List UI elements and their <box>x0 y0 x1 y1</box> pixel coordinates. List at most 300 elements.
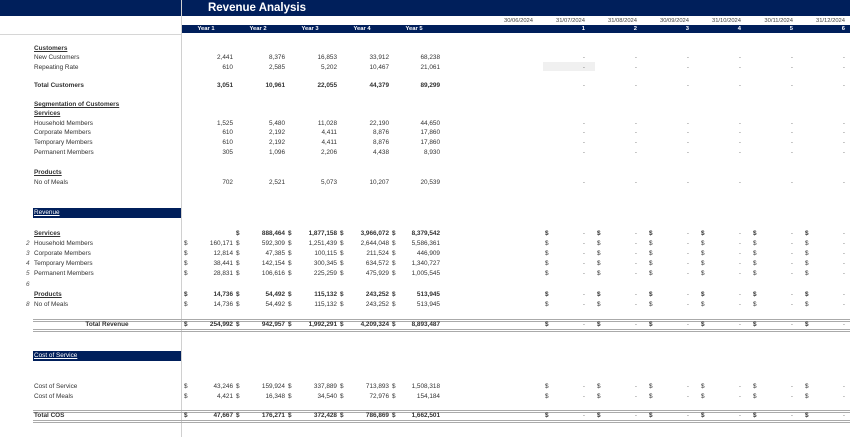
currency-symbol: $ <box>597 393 601 400</box>
empty-cell: - <box>738 393 741 400</box>
currency-symbol: $ <box>392 240 396 247</box>
empty-cell: - <box>634 64 637 71</box>
currency-symbol: $ <box>545 412 549 419</box>
currency-symbol: $ <box>236 393 240 400</box>
currency-symbol: $ <box>288 393 292 400</box>
empty-cell: - <box>634 139 637 146</box>
currency-symbol: $ <box>545 230 549 237</box>
empty-cell: - <box>790 179 793 186</box>
value-cell: 89,299 <box>420 82 440 89</box>
currency-symbol: $ <box>184 250 188 257</box>
total-label: Total Revenue <box>85 321 129 328</box>
row-label: Temporary Members <box>34 260 93 267</box>
currency-symbol: $ <box>753 240 757 247</box>
empty-cell: - <box>634 291 637 298</box>
empty-cell: - <box>634 82 637 89</box>
value-cell: 160,171 <box>209 240 233 247</box>
currency-symbol: $ <box>392 393 396 400</box>
empty-cell: - <box>634 250 637 257</box>
currency-symbol: $ <box>805 240 809 247</box>
value-cell: 106,616 <box>261 270 285 277</box>
currency-symbol: $ <box>340 393 344 400</box>
currency-symbol: $ <box>701 301 705 308</box>
date-header: 30/09/2024 <box>659 18 689 24</box>
currency-symbol: $ <box>340 230 344 237</box>
empty-cell: - <box>738 230 741 237</box>
currency-symbol: $ <box>597 230 601 237</box>
empty-cell: - <box>634 260 637 267</box>
empty-cell: - <box>738 129 741 136</box>
value-cell: 47,667 <box>213 412 233 419</box>
value-cell: 5,480 <box>269 120 285 127</box>
value-cell: 154,184 <box>416 393 440 400</box>
period-header: 6 <box>841 26 845 32</box>
currency-symbol: $ <box>392 383 396 390</box>
currency-symbol: $ <box>649 393 653 400</box>
currency-symbol: $ <box>649 240 653 247</box>
value-cell: 8,379,542 <box>411 230 440 237</box>
year-header-4: Year 4 <box>353 26 371 32</box>
value-cell: 72,976 <box>369 393 389 400</box>
currency-symbol: $ <box>392 301 396 308</box>
row-number: 4 <box>26 260 30 267</box>
period-header: 3 <box>685 26 689 32</box>
value-cell: 38,441 <box>213 260 233 267</box>
section-heading: Segmentation of Customers <box>34 101 120 108</box>
empty-cell: - <box>790 291 793 298</box>
value-cell: 1,251,439 <box>308 240 337 247</box>
value-cell: 3,966,072 <box>360 230 389 237</box>
double-border <box>33 410 850 413</box>
currency-symbol: $ <box>649 383 653 390</box>
currency-symbol: $ <box>288 240 292 247</box>
value-cell: 34,540 <box>317 393 337 400</box>
currency-symbol: $ <box>545 270 549 277</box>
date-header: 31/07/2024 <box>555 18 585 24</box>
empty-cell: - <box>842 301 845 308</box>
empty-cell: - <box>842 139 845 146</box>
currency-symbol: $ <box>805 393 809 400</box>
empty-cell: - <box>582 129 585 136</box>
empty-cell: - <box>790 139 793 146</box>
currency-symbol: $ <box>340 321 344 328</box>
currency-symbol: $ <box>649 270 653 277</box>
subsection-heading: Services <box>34 230 61 237</box>
empty-cell: - <box>686 393 689 400</box>
empty-cell: - <box>634 321 637 328</box>
date-header: 31/08/2024 <box>607 18 637 24</box>
value-cell: 22,055 <box>317 82 337 89</box>
currency-symbol: $ <box>649 301 653 308</box>
currency-symbol: $ <box>184 383 188 390</box>
value-cell: 4,209,324 <box>360 321 389 328</box>
empty-cell: - <box>790 301 793 308</box>
currency-symbol: $ <box>649 412 653 419</box>
currency-symbol: $ <box>236 230 240 237</box>
value-cell: 16,853 <box>317 54 337 61</box>
empty-cell: - <box>842 240 845 247</box>
empty-cell: - <box>582 250 585 257</box>
currency-symbol: $ <box>701 240 705 247</box>
currency-symbol: $ <box>392 260 396 267</box>
empty-cell: - <box>634 383 637 390</box>
value-cell: 211,524 <box>366 250 389 257</box>
empty-cell: - <box>738 383 741 390</box>
currency-symbol: $ <box>649 291 653 298</box>
empty-cell: - <box>582 54 585 61</box>
value-cell: 2,192 <box>269 129 285 136</box>
empty-cell: - <box>686 64 689 71</box>
value-cell: 300,345 <box>313 260 337 267</box>
empty-cell: - <box>582 301 585 308</box>
empty-cell: - <box>790 64 793 71</box>
value-cell: 54,492 <box>265 291 285 298</box>
value-cell: 115,132 <box>314 291 337 298</box>
value-cell: 1,877,158 <box>308 230 337 237</box>
currency-symbol: $ <box>701 383 705 390</box>
value-cell: 610 <box>222 64 233 71</box>
value-cell: 142,154 <box>261 260 285 267</box>
currency-symbol: $ <box>545 301 549 308</box>
value-cell: 942,957 <box>261 321 285 328</box>
currency-symbol: $ <box>545 321 549 328</box>
value-cell: 14,736 <box>213 301 233 308</box>
currency-symbol: $ <box>184 321 188 328</box>
empty-cell: - <box>842 250 845 257</box>
currency-symbol: $ <box>288 250 292 257</box>
currency-symbol: $ <box>545 291 549 298</box>
empty-cell: - <box>738 179 741 186</box>
value-cell: 8,376 <box>269 54 285 61</box>
currency-symbol: $ <box>805 250 809 257</box>
double-border <box>33 420 850 423</box>
value-cell <box>183 229 233 239</box>
empty-cell: - <box>842 120 845 127</box>
currency-symbol: $ <box>597 270 601 277</box>
currency-symbol: $ <box>545 260 549 267</box>
selected-cell[interactable] <box>543 62 595 71</box>
row-label: No of Meals <box>34 301 69 308</box>
currency-symbol: $ <box>288 321 292 328</box>
currency-symbol: $ <box>545 240 549 247</box>
value-cell: 11,028 <box>317 120 337 127</box>
value-cell: 4,411 <box>321 129 337 136</box>
empty-cell: - <box>686 139 689 146</box>
empty-cell: - <box>582 179 585 186</box>
currency-symbol: $ <box>288 412 292 419</box>
empty-cell: - <box>738 301 741 308</box>
period-header: 4 <box>737 26 741 32</box>
row-number: 6 <box>26 281 30 288</box>
value-cell: 8,893,487 <box>411 321 440 328</box>
empty-cell: - <box>790 240 793 247</box>
currency-symbol: $ <box>236 270 240 277</box>
row-number: 3 <box>26 250 30 257</box>
currency-symbol: $ <box>701 393 705 400</box>
value-cell: 446,909 <box>416 250 440 257</box>
row-label: Cost of Service <box>34 383 78 390</box>
empty-cell: - <box>582 383 585 390</box>
value-cell: 713,893 <box>365 383 389 390</box>
empty-cell: - <box>634 240 637 247</box>
value-cell: 21,061 <box>420 64 440 71</box>
empty-cell: - <box>738 82 741 89</box>
empty-cell: - <box>738 260 741 267</box>
value-cell: 14,736 <box>213 291 233 298</box>
value-cell: 17,860 <box>420 129 440 136</box>
section-banner-cost: Cost of Service <box>33 351 181 361</box>
currency-symbol: $ <box>236 321 240 328</box>
year-header-1: Year 1 <box>197 26 215 32</box>
currency-symbol: $ <box>701 230 705 237</box>
empty-cell: - <box>738 250 741 257</box>
empty-cell: - <box>738 54 741 61</box>
value-cell: 47,385 <box>265 250 285 257</box>
empty-cell: - <box>842 179 845 186</box>
empty-cell: - <box>634 54 637 61</box>
subsection-heading: Services <box>34 110 61 117</box>
empty-cell: - <box>790 54 793 61</box>
title-bar <box>0 0 850 16</box>
row-number: 8 <box>26 301 30 308</box>
empty-cell: - <box>790 412 793 419</box>
empty-cell: - <box>634 179 637 186</box>
currency-symbol: $ <box>340 260 344 267</box>
row-label: Household Members <box>34 120 93 127</box>
empty-cell: - <box>686 270 689 277</box>
empty-cell: - <box>686 250 689 257</box>
value-cell: 372,428 <box>313 412 337 419</box>
empty-cell: - <box>738 321 741 328</box>
value-cell: 16,348 <box>265 393 285 400</box>
period-header: 5 <box>789 26 793 32</box>
currency-symbol: $ <box>184 291 188 298</box>
currency-symbol: $ <box>597 260 601 267</box>
period-header: 2 <box>633 26 637 32</box>
currency-symbol: $ <box>184 260 188 267</box>
empty-cell: - <box>790 129 793 136</box>
empty-cell: - <box>790 149 793 156</box>
value-cell: 1,525 <box>217 120 233 127</box>
date-header: 31/10/2024 <box>711 18 741 24</box>
value-cell: 5,073 <box>321 179 337 186</box>
page-title: Revenue Analysis <box>207 2 306 14</box>
currency-symbol: $ <box>288 270 292 277</box>
empty-cell: - <box>738 240 741 247</box>
empty-cell: - <box>686 230 689 237</box>
empty-cell: - <box>634 301 637 308</box>
currency-symbol: $ <box>392 291 396 298</box>
currency-symbol: $ <box>340 291 344 298</box>
empty-cell: - <box>842 393 845 400</box>
empty-cell: - <box>686 383 689 390</box>
currency-symbol: $ <box>597 240 601 247</box>
currency-symbol: $ <box>184 301 188 308</box>
currency-symbol: $ <box>545 250 549 257</box>
currency-symbol: $ <box>805 321 809 328</box>
currency-symbol: $ <box>701 321 705 328</box>
currency-symbol: $ <box>753 230 757 237</box>
total-label: Total COS <box>34 412 65 419</box>
year-header-3: Year 3 <box>301 26 319 32</box>
empty-cell: - <box>790 230 793 237</box>
date-header: 31/12/2024 <box>815 18 845 24</box>
currency-symbol: $ <box>753 321 757 328</box>
empty-cell: - <box>738 120 741 127</box>
currency-symbol: $ <box>805 230 809 237</box>
empty-cell: - <box>634 230 637 237</box>
currency-symbol: $ <box>184 240 188 247</box>
empty-cell: - <box>842 383 845 390</box>
value-cell: 1,096 <box>269 149 285 156</box>
currency-symbol: $ <box>805 260 809 267</box>
currency-symbol: $ <box>753 270 757 277</box>
value-cell: 10,467 <box>369 64 389 71</box>
value-cell: 305 <box>222 149 233 156</box>
value-cell: 1,662,501 <box>411 412 440 419</box>
empty-cell: - <box>738 270 741 277</box>
currency-symbol: $ <box>545 383 549 390</box>
value-cell: 22,190 <box>369 120 389 127</box>
value-cell: 68,238 <box>420 54 440 61</box>
section-heading: Customers <box>34 45 68 52</box>
value-cell: 592,309 <box>261 240 285 247</box>
currency-symbol: $ <box>340 383 344 390</box>
currency-symbol: $ <box>340 270 344 277</box>
currency-symbol: $ <box>597 321 601 328</box>
value-cell: 254,992 <box>209 321 233 328</box>
currency-symbol: $ <box>288 260 292 267</box>
empty-cell: - <box>582 230 585 237</box>
empty-cell: - <box>634 149 637 156</box>
value-cell: 12,814 <box>213 250 233 257</box>
row-label: No of Meals <box>34 179 69 186</box>
empty-cell: - <box>686 149 689 156</box>
currency-symbol: $ <box>753 393 757 400</box>
currency-symbol: $ <box>649 250 653 257</box>
empty-cell: - <box>842 82 845 89</box>
currency-symbol: $ <box>340 301 344 308</box>
currency-symbol: $ <box>545 393 549 400</box>
empty-cell: - <box>634 129 637 136</box>
value-cell: 8,930 <box>424 149 440 156</box>
value-cell: 786,869 <box>365 412 389 419</box>
value-cell: 888,464 <box>261 230 285 237</box>
empty-cell: - <box>582 393 585 400</box>
value-cell: 4,421 <box>217 393 233 400</box>
currency-symbol: $ <box>184 270 188 277</box>
row-label: Household Members <box>34 240 93 247</box>
row-label: New Customers <box>34 54 80 61</box>
value-cell: 2,192 <box>269 139 285 146</box>
currency-symbol: $ <box>392 250 396 257</box>
empty-cell: - <box>842 291 845 298</box>
period-header: 1 <box>581 26 585 32</box>
empty-cell: - <box>582 82 585 89</box>
empty-cell: - <box>790 250 793 257</box>
value-cell: 115,132 <box>314 301 337 308</box>
empty-cell: - <box>686 240 689 247</box>
currency-symbol: $ <box>597 383 601 390</box>
empty-cell: - <box>738 412 741 419</box>
row-label: Corporate Members <box>34 250 91 257</box>
currency-symbol: $ <box>236 250 240 257</box>
value-cell: 5,586,361 <box>411 240 440 247</box>
value-cell: 1,508,318 <box>411 383 440 390</box>
value-cell: 17,860 <box>420 139 440 146</box>
currency-symbol: $ <box>597 412 601 419</box>
row-label: Permanent Members <box>34 270 94 277</box>
currency-symbol: $ <box>340 250 344 257</box>
empty-cell: - <box>738 149 741 156</box>
value-cell: 634,572 <box>365 260 389 267</box>
value-cell: 8,876 <box>373 139 389 146</box>
value-cell: 243,252 <box>365 291 389 298</box>
value-cell: 10,961 <box>265 82 285 89</box>
empty-cell: - <box>842 54 845 61</box>
empty-cell: - <box>790 393 793 400</box>
currency-symbol: $ <box>184 393 188 400</box>
value-cell: 2,206 <box>321 149 337 156</box>
row-label: Corporate Members <box>34 129 91 136</box>
currency-symbol: $ <box>753 412 757 419</box>
currency-symbol: $ <box>597 291 601 298</box>
currency-symbol: $ <box>236 301 240 308</box>
header-separator <box>0 34 181 35</box>
section-banner-revenue: Revenue <box>33 208 181 218</box>
currency-symbol: $ <box>753 260 757 267</box>
year-header-5: Year 5 <box>405 26 423 32</box>
currency-symbol: $ <box>805 301 809 308</box>
value-cell: 44,650 <box>420 120 440 127</box>
currency-symbol: $ <box>701 250 705 257</box>
empty-cell: - <box>686 179 689 186</box>
empty-cell: - <box>582 321 585 328</box>
value-cell: 337,889 <box>313 383 337 390</box>
currency-symbol: $ <box>805 270 809 277</box>
currency-symbol: $ <box>701 270 705 277</box>
frozen-pane-divider <box>181 0 182 437</box>
value-cell: 610 <box>222 129 233 136</box>
value-cell: 2,644,048 <box>360 240 389 247</box>
currency-symbol: $ <box>701 291 705 298</box>
currency-symbol: $ <box>236 240 240 247</box>
currency-symbol: $ <box>392 270 396 277</box>
value-cell: 2,521 <box>269 179 285 186</box>
empty-cell: - <box>582 260 585 267</box>
value-cell: 159,924 <box>261 383 285 390</box>
empty-cell: - <box>686 412 689 419</box>
empty-cell: - <box>634 412 637 419</box>
value-cell: 702 <box>222 179 233 186</box>
empty-cell: - <box>842 149 845 156</box>
currency-symbol: $ <box>805 383 809 390</box>
currency-symbol: $ <box>392 321 396 328</box>
empty-cell: - <box>738 139 741 146</box>
value-cell: 475,929 <box>365 270 389 277</box>
empty-cell: - <box>842 321 845 328</box>
currency-symbol: $ <box>288 383 292 390</box>
empty-cell: - <box>790 120 793 127</box>
currency-symbol: $ <box>597 301 601 308</box>
empty-cell: - <box>686 54 689 61</box>
currency-symbol: $ <box>288 291 292 298</box>
value-cell: 28,831 <box>213 270 233 277</box>
currency-symbol: $ <box>288 301 292 308</box>
currency-symbol: $ <box>288 230 292 237</box>
empty-cell: - <box>686 260 689 267</box>
value-cell: 2,585 <box>269 64 285 71</box>
